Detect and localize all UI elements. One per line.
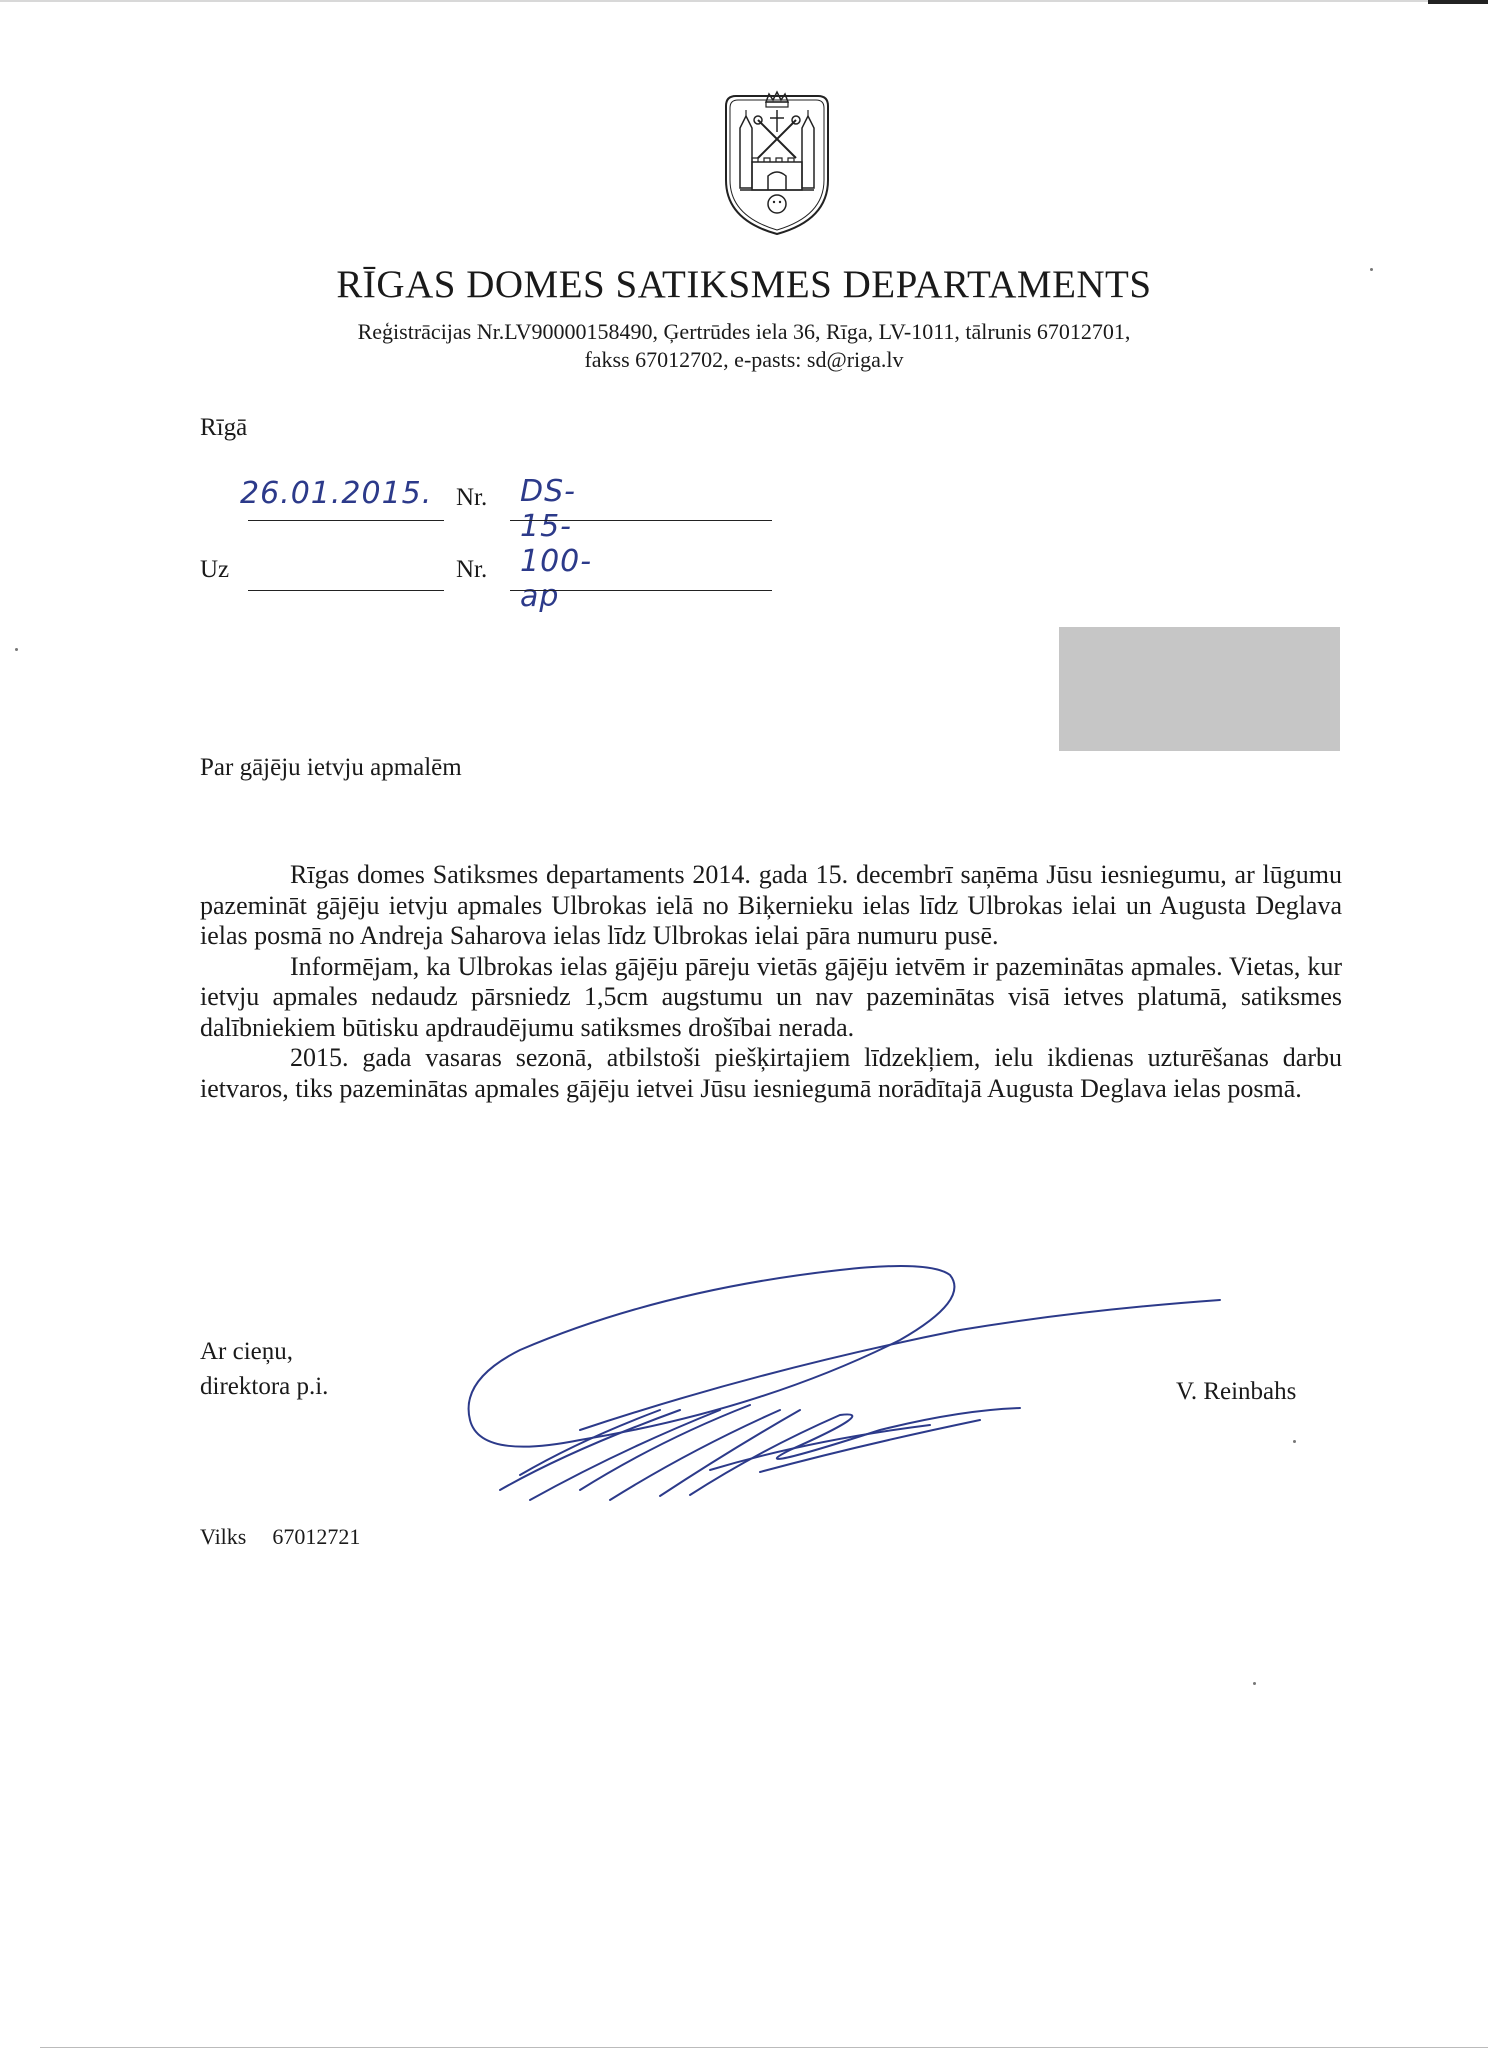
uz-nr-label: Nr. bbox=[456, 556, 488, 583]
uz-nr-line bbox=[510, 590, 772, 591]
body-paragraph: Informējam, ka Ulbrokas ielas gājēju pāreju vietās gājēju ietvēm ir pazeminātas apmales. Vietas, kur ietvju apmales nedaudz pārsniedz 1,5cm augstumu un nav pazeminātas visā ietves platumā, satiksmes dalībniekiem būtisku apdraudējumu satiksmes drošībai nerada. bbox=[200, 951, 1342, 1042]
registration-line: Reģistrācijas Nr.LV90000158490, Ģertrūdes iela 36, Rīga, LV-1011, tālrunis 67012701, bbox=[357, 319, 1131, 344]
letter-body bbox=[200, 860, 1342, 1104]
uz-label: Uz bbox=[200, 556, 230, 583]
scan-speck bbox=[15, 648, 18, 651]
contact-line: fakss 67012702, e-pasts: sd@riga.lv bbox=[584, 347, 904, 372]
scan-edge-top bbox=[0, 0, 1488, 2]
uz-line bbox=[248, 590, 444, 591]
scan-edge-corner bbox=[1428, 0, 1488, 4]
reference-number-line bbox=[510, 520, 772, 521]
organization-name: RĪGAS DOMES SATIKSMES DEPARTAMENTS bbox=[336, 263, 1152, 306]
organization-contacts bbox=[0, 318, 1488, 374]
closing bbox=[200, 1334, 328, 1404]
body-paragraph: 2015. gada vasaras sezonā, atbilstoši piešķirtajiem līdzekļiem, ielu ikdienas uzturēšanas darbu ietvaros, tiks pazeminātas apmales gājēju ietvei Jūsu iesniegumā norādītajā Augusta Deglava ielas posmā. bbox=[200, 1043, 1342, 1103]
contact-person bbox=[200, 1524, 360, 1550]
closing-greeting: Ar cieņu, bbox=[200, 1338, 294, 1365]
closing-title: direktora p.i. bbox=[200, 1373, 329, 1400]
redacted-recipient-block bbox=[1059, 627, 1340, 751]
body-paragraph: Rīgas domes Satiksmes departaments 2014. gada 15. decembrī saņēma Jūsu iesniegumu, ar lūgumu pazemināt gājēju ietvju apmales Ulbrokas ielā no Biķernieku ielas līdz Ulbrokas ielai un Augusta Deglava ielas posmā no Andreja Saharova ielas līdz Ulbrokas ielai pāra numuru pusē. bbox=[200, 860, 1342, 950]
scan-speck bbox=[1293, 1440, 1296, 1443]
scan-speck bbox=[1253, 1682, 1256, 1685]
handwritten-reference-number: DS-15-100-ap bbox=[520, 474, 593, 614]
handwritten-signature bbox=[460, 1260, 1240, 1550]
contact-person-phone: 67012721 bbox=[272, 1524, 361, 1549]
handwritten-date: 26.01.2015. bbox=[240, 476, 433, 511]
place-of-issue: Rīgā bbox=[200, 414, 248, 441]
signatory-name: V. Reinbahs bbox=[1176, 1378, 1297, 1405]
riga-coat-of-arms-icon bbox=[722, 88, 832, 236]
contact-person-name: Vilks bbox=[200, 1524, 247, 1549]
date-line bbox=[248, 520, 444, 521]
nr-label: Nr. bbox=[456, 484, 488, 511]
letter-subject: Par gājēju ietvju apmalēm bbox=[200, 754, 462, 781]
